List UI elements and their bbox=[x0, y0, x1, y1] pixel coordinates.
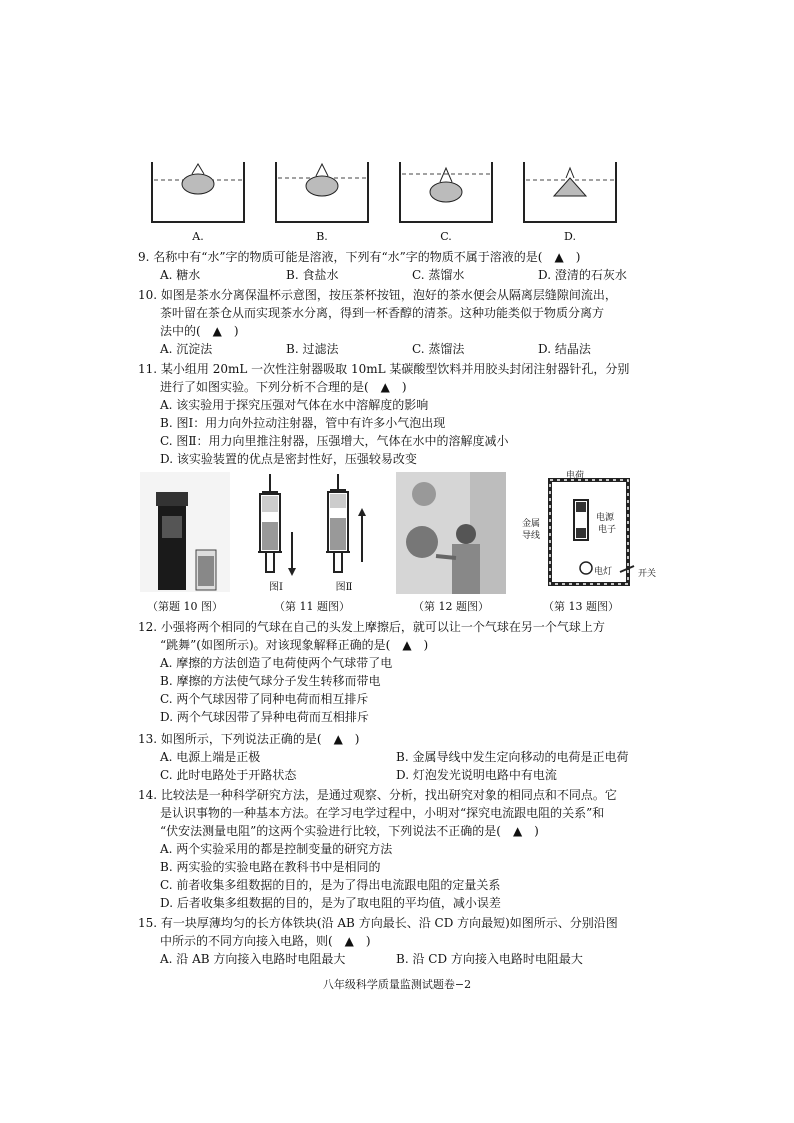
option-b: B. 金属导线中发生定向移动的电荷是正电荷 bbox=[396, 750, 629, 764]
question-stem-cont: 进行了如图实验。下列分析不合理的是( ▲ ) bbox=[160, 380, 407, 394]
question-13 bbox=[138, 730, 698, 784]
options bbox=[138, 950, 698, 968]
question-stem: 14. 比较法是一种科学研究方法，是通过观察、分析，找出研究对象的相同点和不同点。它 bbox=[138, 788, 617, 802]
label-power-source: 电源 bbox=[595, 513, 614, 523]
option-c: C. 两个气球因带了同种电荷而相互排斥 bbox=[160, 692, 369, 706]
beaker-figure-d bbox=[520, 158, 620, 228]
option-d: D. 灯泡发光说明电路中有电流 bbox=[396, 768, 557, 782]
option-d: D. 澄清的石灰水 bbox=[538, 268, 627, 282]
question-stem-cont: 法中的( ▲ ) bbox=[160, 324, 239, 338]
page-footer: 八年级科学质量监测试题卷−2 bbox=[322, 978, 472, 991]
figure-label-b: B. bbox=[316, 230, 328, 243]
option-a: A. 电源上端是正极 bbox=[160, 750, 261, 764]
options bbox=[138, 266, 698, 284]
option-d: D. 后者收集多组数据的目的，是为了取电阻的平均值，减小误差 bbox=[160, 896, 501, 910]
option-b: B. 摩擦的方法使气球分子发生转移而带电 bbox=[160, 674, 381, 688]
label-switch: 开关 bbox=[637, 569, 656, 579]
figure-12-balloons-photo bbox=[396, 472, 506, 598]
caption-fig-12: （第 12 题图） bbox=[413, 600, 489, 613]
question-stem: 15. 有一块厚薄均匀的长方体铁块(沿 AB 方向最长、沿 CD 方向最短)如图所示、分别沿图 bbox=[138, 916, 618, 930]
options-row-2 bbox=[138, 766, 698, 784]
label-wire-2: 导线 bbox=[521, 531, 540, 541]
beaker-figure-b bbox=[272, 158, 372, 228]
question-stem: 9. 名称中有“水”字的物质可能是溶液，下列有“水”字的物质不属于溶液的是( ▲ ) bbox=[138, 250, 581, 264]
options-row-1 bbox=[138, 748, 698, 766]
option-c: C. 蒸馏法 bbox=[412, 342, 465, 356]
option-b: B. 过滤法 bbox=[286, 342, 339, 356]
question-9 bbox=[138, 248, 698, 284]
beaker-figures bbox=[148, 158, 618, 248]
question-stem-cont: 中所示的不同方向接入电路，则( ▲ ) bbox=[160, 934, 371, 948]
label-electron: 电子 bbox=[597, 525, 616, 535]
option-a: A. 该实验用于探究压强对气体在水中溶解度的影响 bbox=[160, 398, 429, 412]
question-stem-cont: 茶叶留在茶仓从而实现茶水分离，得到一杯香醇的清茶。这种功能类似于物质分离方 bbox=[160, 306, 605, 320]
caption-fig-11: （第 11 题图） bbox=[274, 600, 350, 613]
question-14 bbox=[138, 786, 698, 912]
label-charge: 电荷 bbox=[565, 471, 584, 481]
option-d: D. 结晶法 bbox=[538, 342, 591, 356]
option-b: B. 两实验的实验电路在教科书中是相同的 bbox=[160, 860, 381, 874]
option-b: B. 食盐水 bbox=[286, 268, 339, 282]
option-a: A. 两个实验采用的都是控制变量的研究方法 bbox=[160, 842, 393, 856]
question-stem-cont: 是认识事物的一种基本方法。在学习电学过程中，小明对“探究电流跟电阻的关系”和 bbox=[160, 806, 605, 820]
question-stem: 11. 某小组用 20mL 一次性注射器吸取 10mL 某碳酸型饮料并用胶头封闭注射器针孔，分别 bbox=[138, 362, 630, 376]
figure-label-d: D. bbox=[564, 230, 576, 243]
question-stem-cont: “伏安法测量电阻”的这两个实验进行比较，下列说法不正确的是( ▲ ) bbox=[160, 824, 539, 838]
figure-10-thermos bbox=[140, 472, 230, 596]
option-b: B. 沿 CD 方向接入电路时电阻最大 bbox=[396, 952, 583, 966]
option-c: C. 此时电路处于开路状态 bbox=[160, 768, 297, 782]
label-wire: 金属 bbox=[521, 519, 540, 529]
beaker-figure-a bbox=[148, 158, 248, 228]
option-a: A. 沿 AB 方向接入电路时电阻最大 bbox=[160, 952, 346, 966]
label-lamp: 电灯 bbox=[593, 567, 612, 577]
figure-label-a: A. bbox=[192, 230, 204, 243]
question-15 bbox=[138, 914, 698, 968]
figure-label-c: C. bbox=[440, 230, 452, 243]
beaker-figure-c bbox=[396, 158, 496, 228]
option-a: A. 摩擦的方法创造了电荷使两个气球带了电 bbox=[160, 656, 393, 670]
question-stem: 13. 如图所示，下列说法正确的是( ▲ ) bbox=[138, 732, 360, 746]
question-stem: 12. 小强将两个相同的气球在自己的头发上摩擦后，就可以让一个气球在另一个气球上方 bbox=[138, 620, 605, 634]
option-a: A. 糖水 bbox=[160, 268, 201, 282]
question-11 bbox=[138, 360, 698, 468]
label-fig-11-i: 图Ⅰ bbox=[269, 582, 283, 593]
option-d: D. 两个气球因带了异种电荷而互相排斥 bbox=[160, 710, 369, 724]
label-fig-11-ii: 图Ⅱ bbox=[335, 582, 353, 593]
option-c: C. 图Ⅱ：用力向里推注射器，压强增大，气体在水中的溶解度减小 bbox=[160, 434, 509, 448]
option-a: A. 沉淀法 bbox=[160, 342, 213, 356]
option-b: B. 图Ⅰ：用力向外拉动注射器，管中有许多小气泡出现 bbox=[160, 416, 446, 430]
question-10 bbox=[138, 286, 698, 358]
middle-figures bbox=[140, 471, 656, 614]
option-c: C. 前者收集多组数据的目的，是为了得出电流跟电阻的定量关系 bbox=[160, 878, 501, 892]
option-d: D. 该实验装置的优点是密封性好，压强较易改变 bbox=[160, 452, 417, 466]
question-12 bbox=[138, 618, 698, 726]
caption-fig-13: （第 13 题图） bbox=[543, 600, 619, 613]
options bbox=[138, 340, 698, 358]
question-stem: 10. 如图是茶水分离保温杯示意图，按压茶杯按钮，泡好的茶水便会从隔离层缝隙间流出， bbox=[138, 288, 617, 302]
caption-fig-10: （第题 10 图） bbox=[147, 600, 223, 613]
option-c: C. 蒸馏水 bbox=[412, 268, 465, 282]
question-stem-cont: “跳舞”(如图所示)。对该现象解释正确的是( ▲ ) bbox=[160, 638, 429, 652]
